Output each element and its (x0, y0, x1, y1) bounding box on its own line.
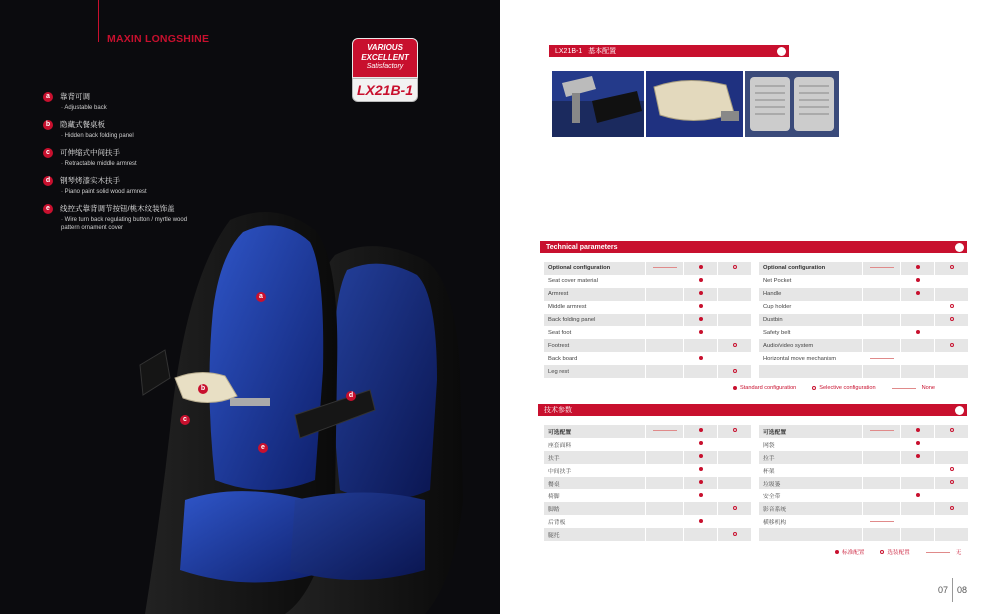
standard-dot-icon (916, 493, 920, 497)
col-selective (718, 352, 752, 365)
col-standard (901, 326, 935, 339)
standard-dot-icon (699, 356, 703, 360)
col-standard (901, 365, 935, 378)
standard-dot-icon (699, 304, 703, 308)
col-standard (684, 489, 718, 502)
col-none (646, 464, 684, 477)
table-row (759, 438, 969, 451)
table-row (759, 489, 969, 502)
col-none (863, 515, 901, 528)
bar-dot (955, 243, 964, 252)
marker-b: b (198, 384, 208, 394)
standard-dot-icon (916, 330, 920, 334)
row-label: 脚踏 (544, 502, 646, 515)
col-standard (684, 451, 718, 464)
table-row (544, 451, 752, 464)
col-none (863, 352, 901, 365)
table-row (544, 489, 752, 502)
standard-dot-icon (699, 428, 703, 432)
legend-cn-selective: 选装配置 (887, 550, 910, 556)
standard-dot-icon (699, 480, 703, 484)
col-standard (684, 275, 718, 288)
standard-dot-icon (699, 519, 703, 523)
col-selective (935, 314, 969, 327)
col-selective (718, 425, 752, 438)
none-line-icon (870, 358, 894, 359)
none-line-icon (653, 430, 677, 431)
optional-circle-icon (733, 369, 737, 373)
feature-item (43, 175, 343, 196)
row-label: Optional configuration (544, 262, 646, 275)
col-selective (935, 438, 969, 451)
row-label (759, 365, 863, 378)
col-selective (718, 275, 752, 288)
col-selective (718, 464, 752, 477)
optional-circle-icon (950, 343, 954, 347)
row-label: Footrest (544, 339, 646, 352)
none-line-icon (653, 267, 677, 268)
row-label: 腿托 (544, 528, 646, 541)
col-standard (901, 489, 935, 502)
standard-dot-icon (699, 265, 703, 269)
col-selective (718, 515, 752, 528)
row-label: Dustbin (759, 314, 863, 327)
tech-table-cn-left (544, 425, 752, 541)
standard-dot-icon (916, 265, 920, 269)
legend-cn-standard: 标准配置 (842, 550, 865, 556)
col-none (646, 301, 684, 314)
row-label: Back board (544, 352, 646, 365)
row-label: 安全带 (759, 489, 863, 502)
col-none (646, 352, 684, 365)
col-none (646, 339, 684, 352)
col-standard (684, 314, 718, 327)
col-selective (935, 464, 969, 477)
optional-circle-icon (733, 506, 737, 510)
col-none (646, 528, 684, 541)
row-label: 网袋 (759, 438, 863, 451)
row-label: Armrest (544, 288, 646, 301)
col-none (863, 288, 901, 301)
page-number-right: 08 (956, 585, 967, 595)
col-standard (901, 301, 935, 314)
optional-circle-icon (733, 343, 737, 347)
col-standard (901, 451, 935, 464)
col-none (646, 326, 684, 339)
feature-letter: c (43, 148, 53, 158)
col-selective (935, 275, 969, 288)
table-row (544, 438, 752, 451)
row-label: 餐桌 (544, 477, 646, 490)
table-row (759, 528, 969, 541)
row-label (759, 528, 863, 541)
feature-cn: 钢琴烤漆实木扶手 (60, 176, 120, 185)
col-selective (718, 528, 752, 541)
col-standard (684, 425, 718, 438)
col-selective (935, 425, 969, 438)
feature-en: · Adjustable back (61, 105, 107, 111)
col-standard (901, 314, 935, 327)
row-label: 可选配置 (759, 425, 863, 438)
col-none (646, 262, 684, 275)
row-label: Safety belt (759, 326, 863, 339)
col-selective (935, 352, 969, 365)
feature-cn: 可伸缩式中间扶手 (60, 148, 120, 157)
col-none (863, 489, 901, 502)
table-row (759, 301, 969, 314)
seat-photo (125, 200, 475, 614)
row-label: 可选配置 (544, 425, 646, 438)
row-label: Back folding panel (544, 314, 646, 327)
col-selective (935, 365, 969, 378)
row-label: 杯架 (759, 464, 863, 477)
col-standard (684, 528, 718, 541)
feature-item (43, 147, 343, 168)
row-label: 影音系统 (759, 502, 863, 515)
col-none (646, 438, 684, 451)
table-row (759, 502, 969, 515)
marker-e: e (258, 443, 268, 453)
standard-dot-icon (916, 441, 920, 445)
tech-table-en-right (759, 262, 969, 378)
legend-filled-icon (733, 386, 737, 390)
divider-line (98, 0, 99, 42)
table-row (544, 301, 752, 314)
col-none (646, 365, 684, 378)
feature-en: · Piano paint solid wood armrest (61, 189, 147, 195)
col-standard (901, 339, 935, 352)
marker-d: d (346, 391, 356, 401)
col-selective (718, 451, 752, 464)
col-selective (935, 326, 969, 339)
col-standard (684, 326, 718, 339)
feature-letter: b (43, 120, 53, 130)
col-selective (935, 515, 969, 528)
col-none (863, 502, 901, 515)
table-row (544, 352, 752, 365)
col-standard (901, 288, 935, 301)
col-selective (718, 301, 752, 314)
page-divider (952, 578, 953, 602)
table-row (759, 326, 969, 339)
bar-dot (955, 406, 964, 415)
page-numbers (938, 578, 967, 602)
feature-letter: d (43, 176, 53, 186)
legend-en (733, 385, 938, 391)
photo-back-panel (745, 71, 839, 137)
col-none (863, 301, 901, 314)
col-none (646, 314, 684, 327)
page-number-left: 07 (937, 585, 948, 595)
legend-cn (835, 548, 964, 556)
col-standard (684, 515, 718, 528)
standard-dot-icon (699, 291, 703, 295)
row-label: Middle armrest (544, 301, 646, 314)
standard-dot-icon (916, 291, 920, 295)
feature-cn: 线控式靠背调节按钮/桃木纹装饰盖 (60, 204, 175, 213)
feature-en: · Wire turn back regulating button / myrtle wood pattern ornament cover (61, 217, 188, 231)
row-label: Horizontal move mechanism (759, 352, 863, 365)
col-none (863, 451, 901, 464)
col-standard (901, 275, 935, 288)
table-row (759, 515, 969, 528)
row-label: 座套面料 (544, 438, 646, 451)
col-standard (684, 352, 718, 365)
table-row (544, 314, 752, 327)
col-none (646, 288, 684, 301)
table-row (759, 425, 969, 438)
feature-en: · Retractable middle armrest (61, 161, 137, 167)
col-standard (901, 502, 935, 515)
table-row (544, 365, 752, 378)
col-selective (718, 489, 752, 502)
col-none (863, 275, 901, 288)
col-selective (718, 438, 752, 451)
bar-dot (777, 47, 786, 56)
tech-table-cn-right (759, 425, 969, 541)
col-none (646, 502, 684, 515)
legend-selective: Selective configuration (819, 385, 876, 391)
col-selective (935, 528, 969, 541)
legend-filled-icon (835, 550, 839, 554)
badge-line1: VARIOUS (367, 43, 403, 52)
row-label: 垃圾篓 (759, 477, 863, 490)
feature-letter: a (43, 92, 53, 102)
standard-dot-icon (699, 278, 703, 282)
standard-dot-icon (699, 467, 703, 471)
basic-config-cn: 基本配置 (588, 48, 617, 55)
table-row (544, 528, 752, 541)
none-line-icon (870, 267, 894, 268)
optional-circle-icon (733, 532, 737, 536)
col-standard (901, 528, 935, 541)
feature-cn: 隐藏式餐桌板 (60, 120, 105, 129)
col-standard (901, 515, 935, 528)
table-row (759, 451, 969, 464)
legend-line-icon (892, 388, 916, 389)
table-row (544, 464, 752, 477)
col-none (863, 438, 901, 451)
optional-circle-icon (950, 480, 954, 484)
row-label: 扶手 (544, 451, 646, 464)
col-none (646, 477, 684, 490)
row-label: 中间扶手 (544, 464, 646, 477)
photo-armrest (552, 71, 644, 137)
legend-open-icon (880, 550, 884, 554)
row-label: 横移机构 (759, 515, 863, 528)
col-standard (684, 339, 718, 352)
optional-circle-icon (950, 317, 954, 321)
table-row (759, 314, 969, 327)
feature-en: · Hidden back folding panel (61, 133, 134, 139)
col-selective (718, 314, 752, 327)
col-standard (684, 438, 718, 451)
table-row (759, 288, 969, 301)
col-selective (935, 339, 969, 352)
legend-open-icon (812, 386, 816, 390)
col-none (863, 528, 901, 541)
row-label: Seat cover material (544, 275, 646, 288)
col-none (863, 464, 901, 477)
table-row (759, 339, 969, 352)
table-row (544, 515, 752, 528)
optional-circle-icon (950, 467, 954, 471)
brand-name: MAXIN LONGSHINE (107, 33, 210, 45)
col-standard (901, 464, 935, 477)
table-row (759, 365, 969, 378)
table-row (544, 262, 752, 275)
badge-line3: Satisfactory (366, 63, 404, 70)
table-row (544, 477, 752, 490)
legend-none: None (921, 385, 935, 391)
row-label: 拉手 (759, 451, 863, 464)
col-selective (718, 339, 752, 352)
table-row (759, 464, 969, 477)
col-selective (935, 288, 969, 301)
col-none (863, 365, 901, 378)
col-none (863, 262, 901, 275)
col-standard (684, 288, 718, 301)
optional-circle-icon (950, 428, 954, 432)
photo-tray (646, 71, 743, 137)
col-standard (684, 464, 718, 477)
col-none (646, 275, 684, 288)
tech-table-en-left (544, 262, 752, 378)
standard-dot-icon (699, 493, 703, 497)
col-standard (901, 425, 935, 438)
standard-dot-icon (916, 278, 920, 282)
col-standard (684, 301, 718, 314)
col-none (863, 477, 901, 490)
standard-dot-icon (699, 454, 703, 458)
feature-item (43, 119, 343, 140)
optional-circle-icon (733, 265, 737, 269)
feature-letter: e (43, 204, 53, 214)
tech-params-bar (540, 241, 967, 253)
table-row (544, 502, 752, 515)
standard-dot-icon (699, 441, 703, 445)
row-label: Leg rest (544, 365, 646, 378)
row-label: Net Pocket (759, 275, 863, 288)
table-row (759, 275, 969, 288)
row-label: Cup holder (759, 301, 863, 314)
standard-dot-icon (699, 330, 703, 334)
optional-circle-icon (950, 506, 954, 510)
col-none (863, 314, 901, 327)
row-label: 椅脚 (544, 489, 646, 502)
col-none (646, 425, 684, 438)
col-standard (684, 502, 718, 515)
table-row (544, 326, 752, 339)
legend-line-icon (926, 552, 950, 553)
col-standard (684, 477, 718, 490)
col-none (646, 489, 684, 502)
col-none (863, 339, 901, 352)
table-row (759, 262, 969, 275)
row-label: Optional configuration (759, 262, 863, 275)
col-standard (684, 365, 718, 378)
marker-c: c (180, 415, 190, 425)
tech-params-cn-title: 技术参数 (544, 407, 572, 414)
col-selective (718, 288, 752, 301)
col-selective (718, 502, 752, 515)
badge-model-label: LX21B-1 (356, 82, 414, 98)
col-standard (901, 352, 935, 365)
col-none (646, 515, 684, 528)
col-selective (718, 262, 752, 275)
col-none (863, 326, 901, 339)
col-none (863, 425, 901, 438)
feature-cn: 靠背可调 (60, 92, 90, 101)
col-selective (718, 477, 752, 490)
standard-dot-icon (916, 454, 920, 458)
row-label: Handle (759, 288, 863, 301)
basic-config-bar (549, 45, 789, 57)
optional-circle-icon (950, 304, 954, 308)
none-line-icon (870, 521, 894, 522)
table-row (759, 477, 969, 490)
legend-cn-none: 无 (955, 550, 962, 556)
table-row (544, 339, 752, 352)
col-selective (935, 502, 969, 515)
optional-circle-icon (950, 265, 954, 269)
badge-top (352, 38, 418, 78)
right-page (500, 0, 1000, 614)
model-badge (352, 38, 418, 106)
badge-line2: EXCELLENT (361, 52, 409, 62)
col-standard (684, 262, 718, 275)
tech-params-cn-bar (538, 404, 967, 416)
col-standard (901, 477, 935, 490)
feature-item (43, 91, 343, 112)
col-selective (718, 326, 752, 339)
table-row (759, 352, 969, 365)
marker-a: a (256, 292, 266, 302)
row-label: 后背板 (544, 515, 646, 528)
table-row (544, 425, 752, 438)
standard-dot-icon (916, 428, 920, 432)
legend-standard: Standard configuration (740, 385, 797, 391)
tech-params-title: Technical parameters (546, 243, 618, 251)
row-label: Seat foot (544, 326, 646, 339)
table-row (544, 288, 752, 301)
none-line-icon (870, 430, 894, 431)
standard-dot-icon (699, 317, 703, 321)
row-label: Audio/video system (759, 339, 863, 352)
col-standard (901, 262, 935, 275)
badge-model (352, 78, 418, 102)
col-selective (935, 451, 969, 464)
col-selective (935, 489, 969, 502)
optional-circle-icon (733, 428, 737, 432)
basic-config-model: LX21B-1 (555, 47, 583, 55)
col-selective (718, 365, 752, 378)
col-selective (935, 477, 969, 490)
col-none (646, 451, 684, 464)
col-selective (935, 301, 969, 314)
table-row (544, 275, 752, 288)
col-selective (935, 262, 969, 275)
col-standard (901, 438, 935, 451)
